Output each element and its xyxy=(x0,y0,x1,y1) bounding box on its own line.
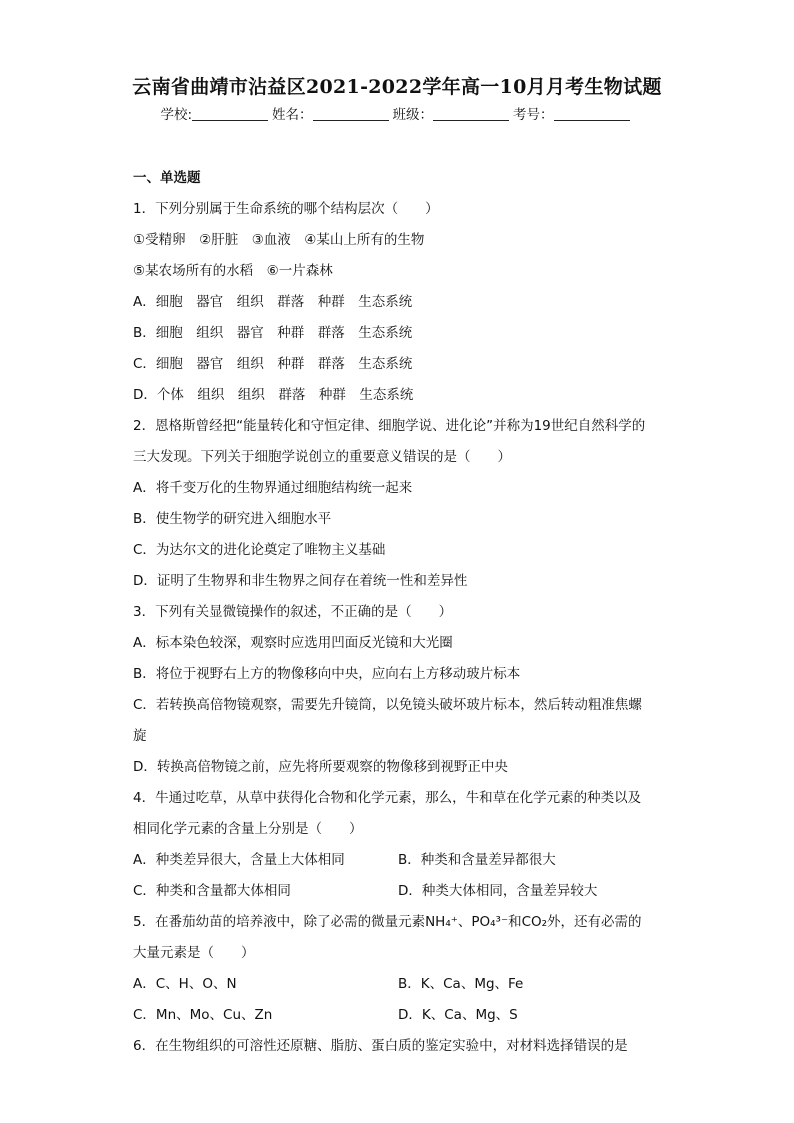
option-c: C．若转换高倍物镜观察，需要先升镜筒，以免镜头破坏玻片标本，然后转动粗准焦螺 xyxy=(133,697,642,713)
class-label: 班级： xyxy=(392,107,434,123)
question-stem-cont: 相同化学元素的含量上分别是（ ） xyxy=(133,821,363,837)
student-info-line xyxy=(0,103,794,123)
option-a: A．将千变万化的生物界通过细胞结构统一起来 xyxy=(133,480,413,496)
question-5 xyxy=(133,907,663,1031)
question-2 xyxy=(133,411,663,597)
option-a: A．C、H、O、N xyxy=(133,976,237,992)
class-blank[interactable] xyxy=(433,106,509,121)
question-6 xyxy=(133,1031,663,1062)
question-stem: 4．牛通过吃草，从草中获得化合物和化学元素，那么，牛和草在化学元素的种类以及 xyxy=(133,790,642,806)
option-b: B．将位于视野右上方的物像移向中央，应向右上方移动玻片标本 xyxy=(133,666,521,682)
question-stem: 3．下列有关显微镜操作的叙述，不正确的是（ ） xyxy=(133,604,453,620)
question-stem-cont: 大量元素是（ ） xyxy=(133,945,255,961)
name-blank[interactable] xyxy=(313,106,389,121)
question-stem-cont: 三大发现。下列关于细胞学说创立的重要意义错误的是（ ） xyxy=(133,449,511,465)
exam-title: 云南省曲靖市沾益区2021-2022学年高一10月月考生物试题 xyxy=(132,76,662,98)
option-d: D．证明了生物界和非生物界之间存在着统一性和差异性 xyxy=(133,573,468,589)
option-b: B．使生物学的研究进入细胞水平 xyxy=(133,511,332,527)
question-items: ⑤某农场所有的水稻 ⑥一片森林 xyxy=(133,263,333,279)
question-3 xyxy=(133,597,663,783)
question-stem: 5．在番茄幼苗的培养液中，除了必需的微量元素NH₄⁺、PO₄³⁻和CO₂外，还有必需的 xyxy=(133,914,642,930)
question-items: ①受精卵 ②肝脏 ③血液 ④某山上所有的生物 xyxy=(133,232,425,248)
option-c: C．Mn、Mo、Cu、Zn xyxy=(133,1007,273,1023)
option-c: C．细胞 器官 组织 种群 群落 生态系统 xyxy=(133,356,413,372)
option-c: C．种类和含量都大体相同 xyxy=(133,883,291,899)
question-stem: 1．下列分别属于生命系统的哪个结构层次（ ） xyxy=(133,201,439,217)
school-blank[interactable] xyxy=(192,106,268,121)
option-d: D．K、Ca、Mg、S xyxy=(398,1007,518,1023)
question-list xyxy=(133,163,663,1062)
question-4 xyxy=(133,783,663,907)
option-a: A．种类差异很大，含量上大体相同 xyxy=(133,852,345,868)
option-a: A．标本染色较深，观察时应选用凹面反光镜和大光圈 xyxy=(133,635,453,651)
id-label: 考号： xyxy=(513,107,554,123)
option-d: D．转换高倍物镜之前，应先将所要观察的物像移到视野正中央 xyxy=(133,759,508,775)
id-blank[interactable] xyxy=(554,106,630,121)
school-label: 学校: xyxy=(160,107,193,123)
option-d: D．种类大体相同，含量差异较大 xyxy=(398,883,598,899)
question-1 xyxy=(133,194,663,411)
question-stem: 2．恩格斯曾经把“能量转化和守恒定律、细胞学说、进化论”并称为19世纪自然科学的 xyxy=(133,418,646,434)
option-row xyxy=(133,1000,663,1031)
option-c-cont: 旋 xyxy=(133,728,147,744)
question-stem: 6．在生物组织的可溶性还原糖、脂肪、蛋白质的鉴定实验中，对材料选择错误的是 xyxy=(133,1038,628,1054)
option-row xyxy=(133,845,663,876)
section-title: 一、单选题 xyxy=(133,170,201,186)
option-b: B．种类和含量差异都很大 xyxy=(398,852,556,868)
option-c: C．为达尔文的进化论奠定了唯物主义基础 xyxy=(133,542,386,558)
option-b: B．K、Ca、Mg、Fe xyxy=(398,976,524,992)
option-a: A．细胞 器官 组织 群落 种群 生态系统 xyxy=(133,294,413,310)
name-label: 姓名： xyxy=(272,107,313,123)
option-d: D．个体 组织 组织 群落 种群 生态系统 xyxy=(133,387,414,403)
option-b: B．细胞 组织 器官 种群 群落 生态系统 xyxy=(133,325,413,341)
option-row xyxy=(133,876,663,907)
option-row xyxy=(133,969,663,1000)
